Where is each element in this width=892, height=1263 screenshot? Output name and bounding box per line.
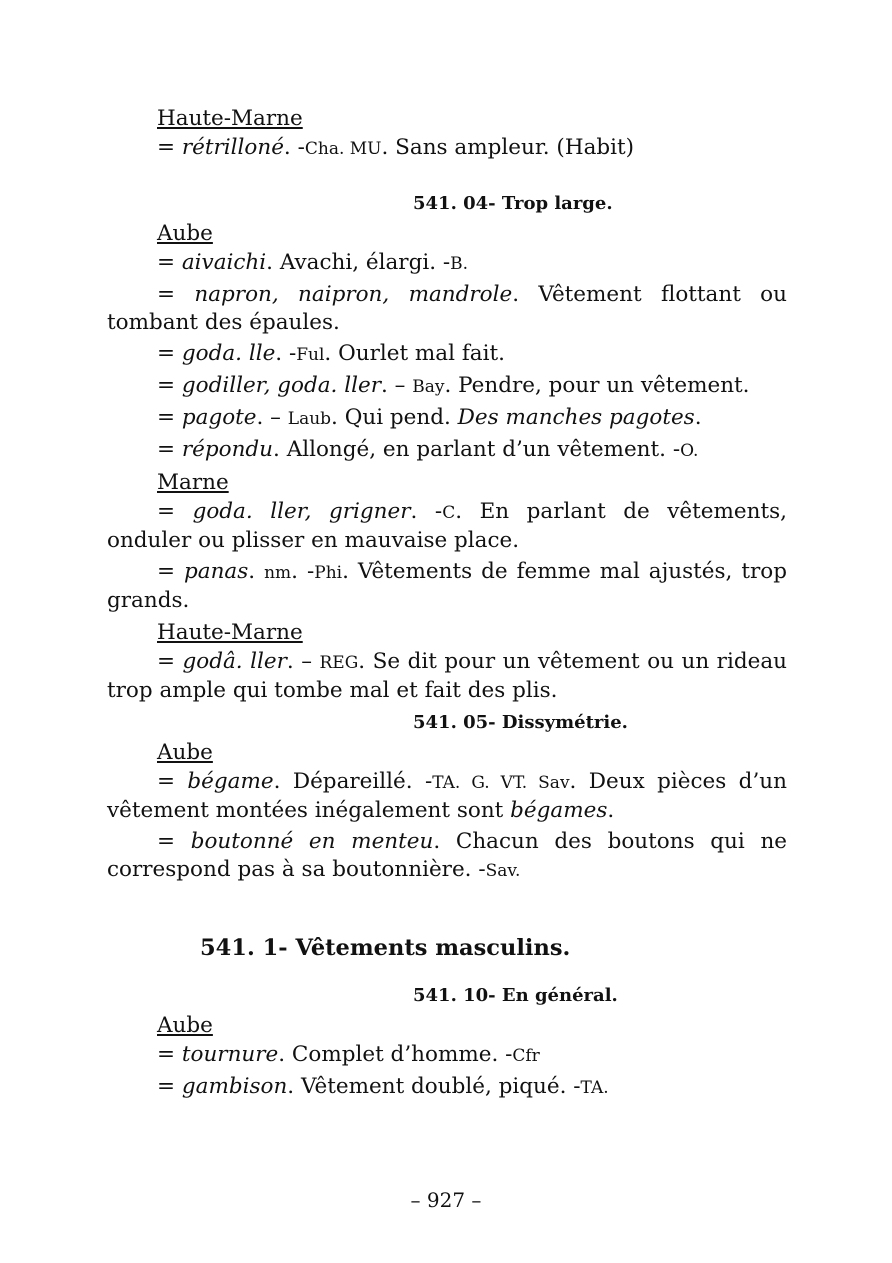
entry-text: =: [157, 829, 191, 854]
source-abbrev: Cfr: [512, 1046, 540, 1066]
entry-text: . Deux pièces d’un vêtement montées inégalement sont: [107, 769, 787, 823]
entry-text: . -: [275, 341, 297, 366]
entry-text: =: [157, 649, 183, 674]
dictionary-entry: [107, 372, 787, 401]
source-abbrev: B.: [450, 254, 469, 274]
source-abbrev: Cha. MU: [304, 139, 382, 159]
dictionary-entry: [107, 436, 787, 465]
entry-text: =: [157, 1074, 182, 1099]
entry-text: .: [607, 798, 615, 823]
headword: pagote: [181, 405, 257, 430]
source-abbrev: C: [442, 503, 456, 523]
entry-text: . -: [291, 559, 315, 584]
source-abbrev: TA. G. VT. Sav: [432, 773, 570, 793]
headword: boutonné en menteu: [190, 829, 434, 854]
entry-text: . Qui pend.: [331, 405, 458, 430]
entry-text: =: [157, 250, 182, 275]
dictionary-entry: [107, 498, 787, 555]
entry-text: . Sans ampleur. (Habit): [381, 135, 635, 160]
entry-text: . -: [410, 499, 443, 524]
headword: Des manches pagotes: [457, 405, 695, 430]
region-heading: Aube: [157, 1013, 213, 1038]
region-heading: Marne: [157, 470, 229, 495]
headword: bégame: [187, 769, 274, 794]
headword: bégames: [510, 798, 608, 823]
entry-text: . Pendre, pour un vêtement.: [444, 373, 750, 398]
headword: godâ. ller: [182, 649, 287, 674]
headword: aivaichi: [181, 250, 267, 275]
headword: tournure: [181, 1042, 279, 1067]
dictionary-entry: [107, 404, 787, 433]
dictionary-entry: [107, 281, 787, 337]
entry-text: .: [248, 559, 265, 584]
subsection-heading: 541. 04- Trop large.: [413, 193, 613, 214]
entry-text: . Se dit pour un vêtement ou un rideau trop ample qui tombe mal et fait des plis.: [107, 649, 787, 703]
dictionary-entry: [107, 134, 787, 163]
region-heading: Aube: [157, 740, 213, 765]
entry-text: . Vêtements de femme mal ajustés, trop grands.: [107, 559, 787, 613]
section-heading: 541. 1- Vêtements masculins.: [200, 935, 571, 961]
dictionary-entry: [107, 558, 787, 615]
entry-text: . Vêtement doublé, piqué. -: [287, 1074, 581, 1099]
region-heading: Aube: [157, 221, 213, 246]
entry-text: =: [157, 405, 182, 430]
entry-text: =: [157, 437, 182, 462]
dictionary-entry: [107, 1073, 787, 1102]
headword: répondu: [181, 437, 274, 462]
source-abbrev: Sav.: [485, 861, 521, 881]
source-abbrev: REG: [319, 653, 359, 673]
headword: rétrilloné: [181, 135, 284, 160]
entry-text: . –: [380, 373, 413, 398]
entry-text: . Avachi, élargi. -: [266, 250, 451, 275]
entry-text: =: [157, 282, 195, 307]
entry-text: . En parlant de vêtements, onduler ou plisser en mauvaise place.: [107, 499, 787, 553]
entry-text: =: [157, 1042, 182, 1067]
entry-text: =: [157, 135, 182, 160]
headword: panas: [184, 559, 249, 584]
dictionary-entry: [107, 828, 787, 885]
entry-text: . –: [256, 405, 288, 430]
page-body: [107, 104, 787, 1105]
entry-text: . Dépareillé. -: [273, 769, 433, 794]
dictionary-entry: [107, 768, 787, 825]
dictionary-entry: [107, 1041, 787, 1070]
source-abbrev: Bay: [412, 377, 445, 397]
entry-text: . Vêtement flottant ou tombant des épaules.: [107, 282, 787, 335]
subsection-heading: 541. 05- Dissymétrie.: [413, 712, 628, 733]
source-abbrev: O.: [680, 441, 699, 461]
entry-text: . Chacun des boutons qui ne correspond pas à sa boutonnière. -: [107, 829, 788, 882]
source-abbrev: Ful: [296, 345, 325, 365]
entry-text: =: [157, 341, 182, 366]
entry-text: =: [157, 373, 182, 398]
dictionary-entry: [107, 340, 787, 369]
entry-text: . -: [283, 135, 305, 160]
source-abbrev: Phi: [314, 563, 343, 583]
headword: gambison: [181, 1074, 288, 1099]
entry-text: . –: [286, 649, 320, 674]
entry-text: . Complet d’homme. -: [278, 1042, 513, 1067]
region-heading: Haute-Marne: [157, 620, 303, 645]
dictionary-entry: [107, 648, 787, 705]
source-abbrev: TA.: [580, 1078, 609, 1098]
entry-text: . Allongé, en parlant d’un vêtement. -: [273, 437, 681, 462]
headword: godiller, goda. ller: [181, 373, 381, 398]
entry-text: .: [694, 405, 702, 430]
headword: goda. lle: [181, 341, 276, 366]
entry-text: =: [157, 559, 184, 584]
headword: goda. ller, grigner: [192, 499, 411, 524]
subsection-heading: 541. 10- En général.: [413, 985, 618, 1006]
dictionary-entry: [107, 249, 787, 278]
region-heading: Haute-Marne: [157, 106, 303, 131]
source-abbrev: Laub: [287, 409, 332, 429]
page-number: – 927 –: [410, 1188, 482, 1212]
entry-text: . Ourlet mal fait.: [324, 341, 505, 366]
entry-text: =: [157, 769, 188, 794]
source-abbrev: nm: [264, 563, 292, 583]
entry-text: =: [157, 499, 193, 524]
headword: napron, naipron, mandrole: [194, 282, 513, 307]
